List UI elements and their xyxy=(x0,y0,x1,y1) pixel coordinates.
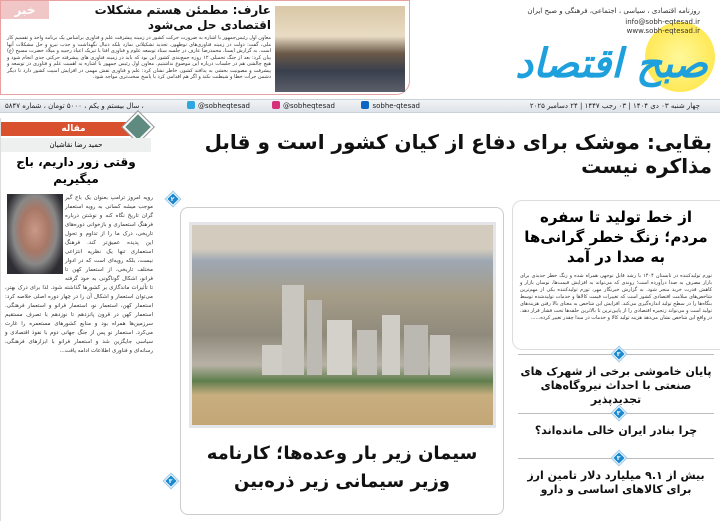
newspaper-name: صبح اقتصاد xyxy=(515,41,708,87)
page-badge xyxy=(166,192,180,206)
lead-story-headline[interactable]: از خط تولید تا سفره مردم؛ زنگ خطر گرانی‌ها به صدا در آمد xyxy=(524,208,708,266)
news-tag: خبر xyxy=(1,1,49,19)
page-number: ۳ xyxy=(168,477,173,485)
date-bar xyxy=(0,99,720,113)
issue-info: ، سال بیستم و یکم ، ۵۰۰۰ تومان ، شماره ۵۸۴۷ xyxy=(5,102,144,110)
brief-item[interactable]: بیش از ۹.۱ میلیارد دلار تامین ارز برای کالاهای اساسی و دارو xyxy=(527,469,705,496)
page-number: ۲ xyxy=(170,195,175,203)
top-news-box[interactable] xyxy=(0,0,410,95)
cement-plant-graphic xyxy=(262,275,452,385)
instagram-link[interactable] xyxy=(272,100,335,113)
center-story[interactable] xyxy=(180,207,504,515)
masthead-subtitle: روزنامه اقتصادی ، سیاسی ، اجتماعی، فرهنگی و صبح ایران xyxy=(527,7,700,15)
linkedin-handle: sobhe-qtesad xyxy=(372,102,420,110)
masthead-logo xyxy=(440,0,720,96)
article-body-wrap xyxy=(5,194,153,356)
section-label: مقاله xyxy=(1,122,146,136)
instagram-icon xyxy=(272,101,280,109)
linkedin-link[interactable] xyxy=(361,100,420,113)
top-news-body: معاون اول رئیس‌جمهور با اشاره به ضرورت حرکت کشور در زمینه پیشرفت علم و فناوری براساس یک برنامه واحد و تقسیم کار ملی، گفت: دولت در زمینه فناوری‌های نوظهور، تجدید تشکیلاتی نمازد بلکه دنبال نگهداشت و جذب نیرو و حل مشکلات آنها است. به گزارش ایسنا، محمدرضا عارف در جلسه ستاد توسعه علوم و فناوری افتا با تبریک اعیاد رجبیه و میلاد حضرت مسیح (ع) بیان کرد: بعد از جنگ تحمیلی ۱۲ روزه جمع‌بندی کشور این بود که باید در زمینه فناوری های پیشرفته حرکتی جدی انجام شود و هیچ چالشی هم در جلسات درباره این موضوع نداشتیم. معاون اول رئیس جمهور با اشاره به اهمیت علم و فناوری در توسعه و پیشرفت و مصونیت بخشی به پدافند کشور، خاطر نشان کرد: علم و فناوری نقش مهمی در افزایش امنیت کشور دارد تا دیگر دشمن جرأت خطا و شیطنت نکند و اگر هم اقدامی کرد با پاسخ سخت‌تری مواجه شود. xyxy=(7,35,271,80)
page-number: ۳ xyxy=(616,350,621,358)
website: www.sobh-eqtesad.ir xyxy=(626,27,700,35)
page-number: ۳ xyxy=(616,454,621,462)
cement-plant-photo xyxy=(189,222,496,428)
brief-item[interactable]: چرا بنادر ایران خالی مانده‌اند؟ xyxy=(534,424,698,437)
email: info@sobh-eqtesad.ir xyxy=(625,18,700,26)
issue-date: چهار شنبه ۰۳ دی ۱۴۰۴ | ۰۳ رجب ۱۴۴۷ | ۲۴ دسامبر ۲۰۲۵ xyxy=(529,102,700,110)
page-number: ۳ xyxy=(616,409,621,417)
page-badge xyxy=(164,474,178,488)
main-headline[interactable]: بقایی: موشک برای دفاع از کیان کشور است و قابل مذاکره نیست xyxy=(204,130,712,178)
article-title[interactable]: وقتی زور داریم، باج میگیریم xyxy=(16,155,136,186)
telegram-handle: @sobheqtesad xyxy=(198,102,250,110)
article-body: رویه امروز ترامپ بعنوان یک باج گیر موجب میشه کسانی به رویه استعمار گران تاریخ نگاه کنه و نوشتن درباره فرهنگ استعماری و بازخوانی دوره‌های تاریخی، درک ما را از تداوم و تحول این پدیده عمیق‌تر کند. فرهنگ استعماری تنها یک نظریه انتزاعی نیست، بلکه رویه‌ای است که در ادوار مختلف تاریخی، از استعمار کهن تا فرانو، اشکال گوناگونی به خود گرفته تا تأثیرات ماندگاری بر کشورها گذاشته شود. لذا برای درک بهتر، می‌توان استعمار و اشکال آن را در چهار دوره اصلی خلاصه کرد: استعمار کهن، استعمار نو، استعمار فرانو و استعمار فرهنگی. استعمار کهن در قرون پانزدهم تا نوزدهم با تصرف مستقیم سرزمین‌ها همراه بود و منابع کشورهای مستعمره را غارت می‌کرد. استعمار نو پس از جنگ جهانی دوم با نفوذ اقتصادی و سیاسی جایگزین شد و استعمار فرانو با ابزارهای فرهنگی، رسانه‌ای و فناوری اطلاعات ادامه یافت... xyxy=(5,195,153,354)
article-author: حمید رضا نقاشیان xyxy=(1,138,151,152)
center-headline[interactable]: سیمان زیر بار وعده‌ها؛ کارنامه وزیر سیمانی زیر ذره‌بین xyxy=(206,443,478,492)
instagram-handle: @sobheqtesad xyxy=(283,102,335,110)
opinion-column xyxy=(0,118,156,521)
meeting-photo xyxy=(275,6,405,92)
linkedin-icon xyxy=(361,101,369,109)
right-column xyxy=(512,200,720,521)
lead-story-body: تورم تولیدکننده در تابستان ۱۴۰۴ با رشد قابل توجهی همراه شده و زنگ خطر جدیدی برای بازار مصرف به صدا درآورده است؛ روندی که می‌تواند به افزایش قیمت‌ها، نوسان بازار و کاهش قدرت خرید منجر شود. به گزارش خبرنگار مهر، تورم تولیدکننده یکی از مهم‌ترین شاخص‌های سلامت اقتصادی کشور است که تغییرات قیمت کالاها و خدمات تولیدشده توسط بنگاه‌ها را در سطح تولید اندازه‌گیری می‌کند. افزایش این شاخص به معنای بالا رفتن هزینه‌های تولید است و می‌تواند زنجیره اقتصادی را از پایین‌ترین تا بالاترین حلقه‌ها تحت فشار قرار دهد. در واقع این شاخص نشان می‌دهد هزینه تولید کالا و خدمات در مبدا چقدر تغییر کرده...... xyxy=(520,273,712,321)
telegram-icon xyxy=(187,101,195,109)
page-badge xyxy=(612,451,626,465)
top-news-headline[interactable]: عارف: مطمئن هستم مشکلات اقتصادی حل می‌شود xyxy=(94,3,271,32)
lead-story-box[interactable] xyxy=(512,200,720,350)
telegram-link[interactable] xyxy=(187,100,250,113)
brief-item[interactable]: پایان خاموشی برخی از شهرک های صنعتی با احداث نیروگاه‌های تجدیدپذیر xyxy=(520,365,712,406)
page-badge xyxy=(612,406,626,420)
masthead-contact xyxy=(625,18,700,36)
